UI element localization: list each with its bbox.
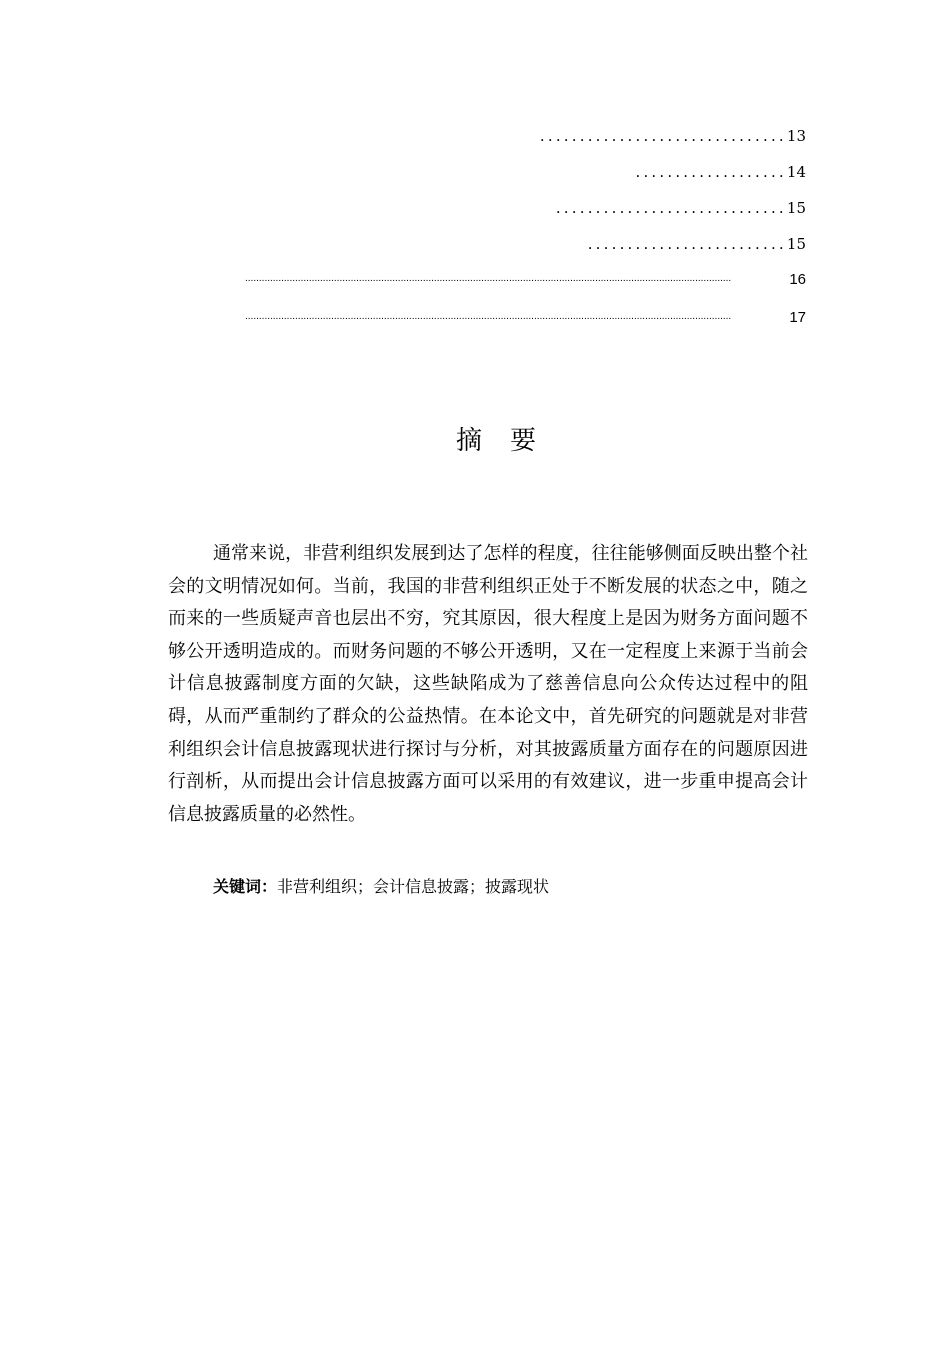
toc-entry[interactable] [540,124,806,148]
toc-page-number: 17 [789,308,806,326]
toc-leader-dots: ............................................................................................................................................................................... [245,273,732,284]
toc-page-number: 16 [789,270,806,288]
toc-entry[interactable] [245,267,806,291]
toc-leader-dots: ............................................................................................................................................................................... [245,311,732,322]
keywords-line [213,872,549,902]
abstract-title: 摘要 [455,426,564,456]
toc-leader-dots: ............................. [555,199,787,217]
keywords-label: 关键词： [213,877,278,896]
abstract-body: 通常来说，非营利组织发展到达了怎样的程度，往往能够侧面反映出整个社会的文明情况如何。当前，我国的非营利组织正处于不断发展的状态之中，随之而来的一些质疑声音也层出不穷，究其原因，很大程度上是因为财务方面问题不够公开透明造成的。而财务问题的不够公开透明，又在一定程度上来源于当前会计信息披露制度方面的欠缺，这些缺陷成为了慈善信息向公众传达过程中的阻碍，从而严重制约了群众的公益热情。在本论文中，首先研究的问题就是对非营利组织会计信息披露现状进行探讨与分析，对其披露质量方面存在的问题原因进行剖析，从而提出会计信息披露方面可以采用的有效建议，进一步重申提高会计信息披露质量的必然性。 [168,543,808,825]
toc-leader-dots: ................... [635,163,787,181]
keywords-text: 非营利组织；会计信息披露；披露现状 [277,877,550,896]
toc-leader-dots: ......................... [587,235,787,253]
toc-leader-dots: ............................... [539,127,787,145]
toc-page-number: 13 [786,127,806,145]
toc-page-number: 15 [786,199,806,217]
toc-entry[interactable] [588,232,806,256]
toc-entry[interactable] [556,196,806,220]
toc-entry[interactable] [636,160,807,184]
toc-page-number: 15 [786,235,806,253]
toc-page-number: 14 [786,163,806,181]
toc-entry[interactable] [245,305,806,329]
